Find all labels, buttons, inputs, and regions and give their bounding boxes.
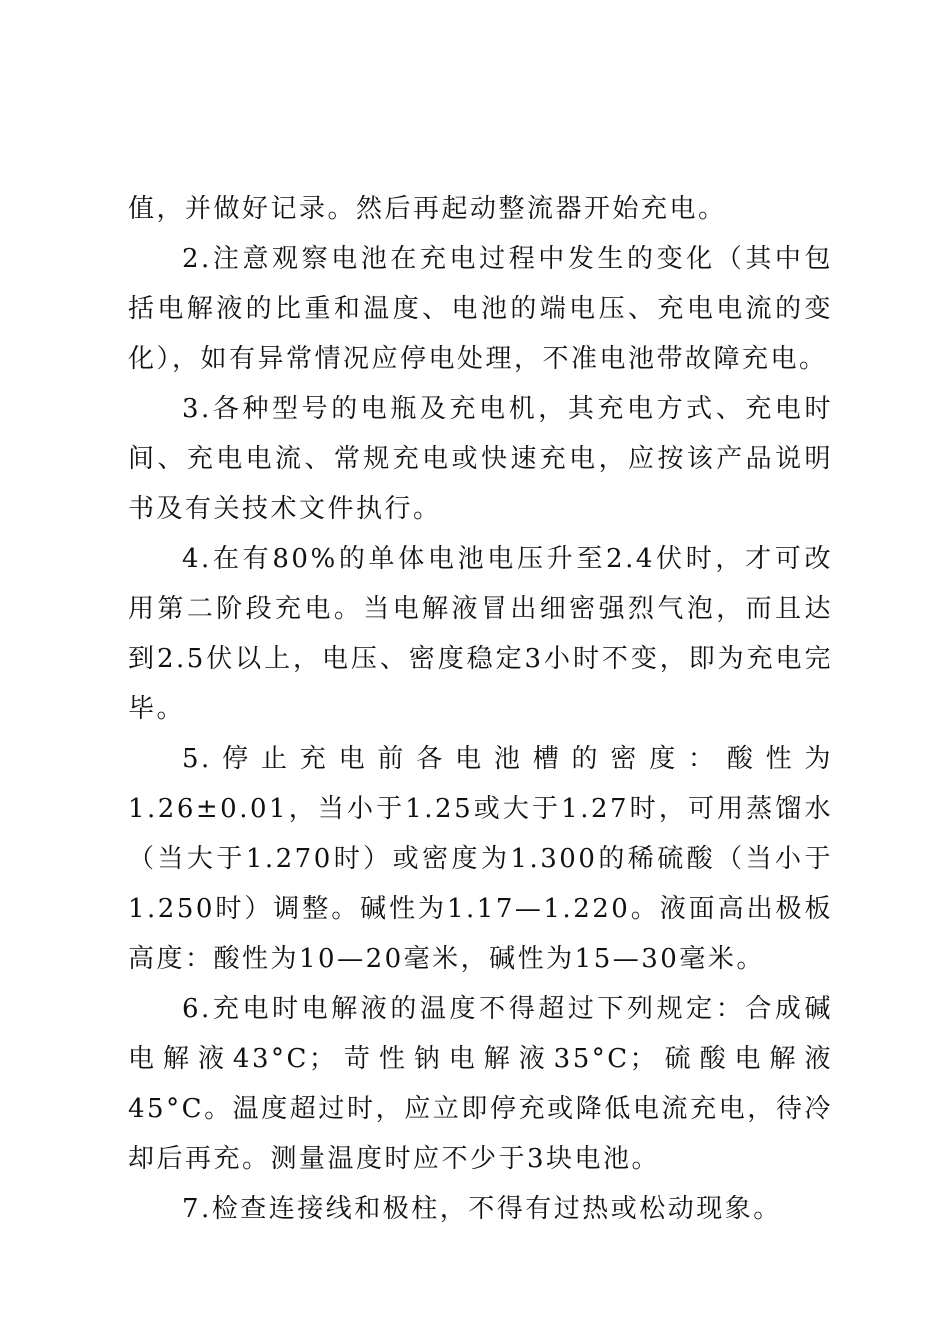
paragraph-item-7: 7.检查连接线和极柱，不得有过热或松动现象。 (182, 1194, 782, 1224)
paragraph-continuation: 值，并做好记录。然后再起动整流器开始充电。 (128, 194, 727, 224)
paragraph-item-5: 5.停止充电前各电池槽的密度：酸性为1.26±0.01，当小于1.25或大于1.27时，可用蒸馏水（当大于1.270时）或密度为1.300的稀硫酸（当小于1.250时）调整。碱性为1.17—1.220。液面高出极板高度：酸性为10—20毫米，碱性为15—30毫米。 (128, 744, 833, 974)
document-body (128, 184, 833, 1234)
paragraph-item-6: 6.充电时电解液的温度不得超过下列规定：合成碱电解液43°C；苛性钠电解液35°C；硫酸电解液45°C。温度超过时，应立即停充或降低电流充电，待冷却后再充。测量温度时应不少于3块电池。 (128, 994, 833, 1174)
paragraph-item-3: 3.各种型号的电瓶及充电机，其充电方式、充电时间、充电电流、常规充电或快速充电，应按该产品说明书及有关技术文件执行。 (128, 394, 833, 524)
paragraph-item-4: 4.在有80%的单体电池电压升至2.4伏时，才可改用第二阶段充电。当电解液冒出细密强烈气泡，而且达到2.5伏以上，电压、密度稳定3小时不变，即为充电完毕。 (128, 544, 833, 724)
paragraph-item-2: 2.注意观察电池在充电过程中发生的变化（其中包括电解液的比重和温度、电池的端电压、充电电流的变化），如有异常情况应停电处理，不准电池带故障充电。 (128, 244, 833, 374)
